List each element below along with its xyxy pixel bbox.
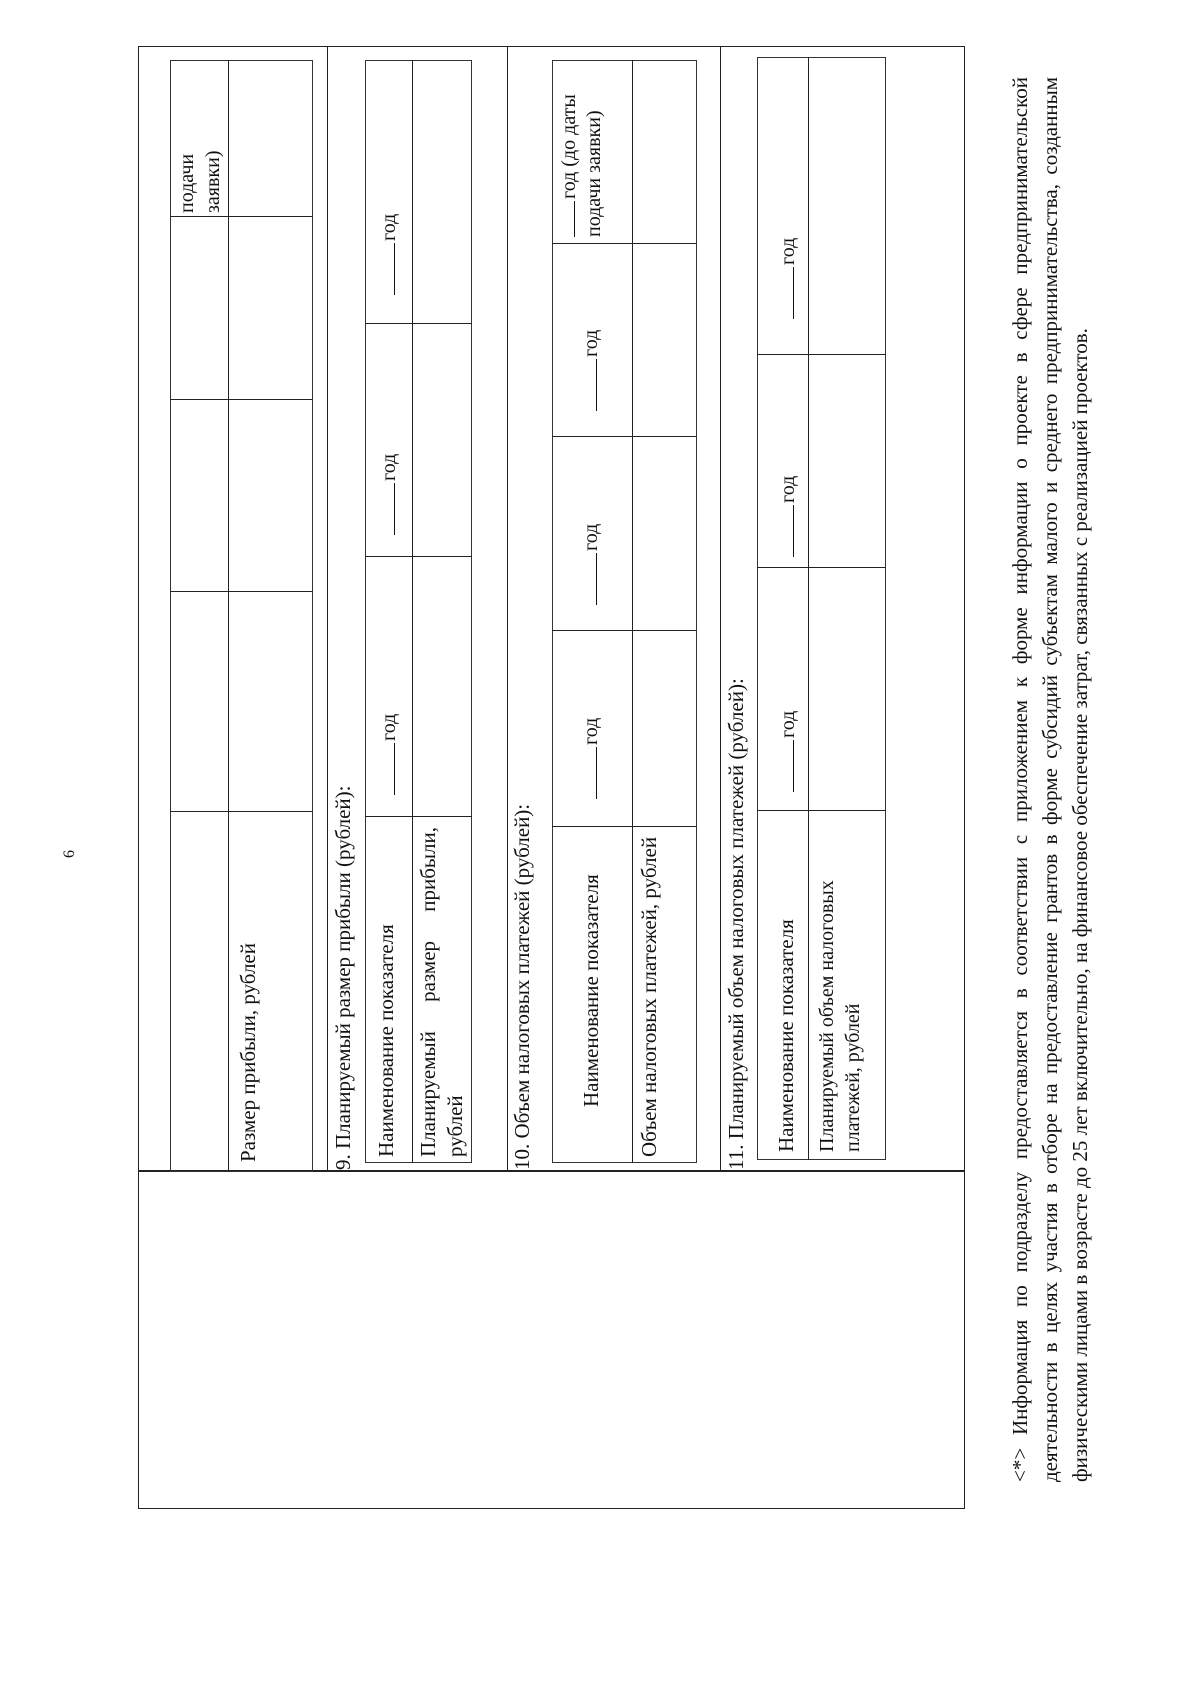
section-10-col-divider: [552, 630, 697, 631]
top-table-col-divider: [170, 399, 313, 400]
section-10-year-2: год: [578, 524, 604, 605]
section-9-col-divider: [365, 816, 472, 817]
section-11-year-3: год: [775, 238, 801, 319]
section-11-header-label: Наименование показателя: [774, 919, 798, 1152]
section-9-separator: [327, 46, 328, 1172]
section-10-header-label: Наименование показателя: [579, 874, 603, 1107]
top-table-last-col-header: подачи заявки): [176, 150, 224, 213]
section-10-row-divider: [632, 60, 633, 1163]
section-9-year-3: год: [376, 214, 402, 295]
section-11-year-1: год: [775, 711, 801, 792]
section-9-year-1: год: [376, 714, 402, 795]
top-table-row-divider: [228, 60, 229, 1172]
section-11-row-label: Планируемый объем налоговых платежей, рублей: [816, 880, 864, 1152]
section-11-col-divider: [757, 810, 886, 811]
section-11-col-divider: [757, 354, 886, 355]
section-11-col-divider: [757, 567, 886, 568]
section-9-row-label: Планируемый размер прибыли, рублей: [416, 827, 467, 1157]
section-10-year-3: год: [578, 330, 604, 411]
section-10-year-1: год: [578, 718, 604, 799]
footnote: <*> Информация по подразделу предоставляется в соответствии с приложением к форме информации о проекте в сфере предпринимательской деятельности в целях участия в отборе на предоставление грантов в форме субсидий субъектам малого и среднего предпринимательства, созданным физическими лицами в возрасте до 25 лет включительно, на финансовое обеспечение затрат, связанных с реализацией проектов.: [1008, 77, 1092, 1482]
section-11-year-2: год: [775, 476, 801, 557]
top-table-col-divider: [170, 811, 313, 812]
section-10-title: 10. Объем налоговых платежей (рублей):: [510, 803, 534, 1170]
section-9-year-2: год: [376, 454, 402, 535]
section-10-col-divider: [552, 826, 697, 827]
page-number: 6: [61, 850, 78, 858]
section-10-separator: [507, 46, 508, 1172]
top-table-row-label: Размер прибыли, рублей: [236, 943, 260, 1162]
section-9-col-divider: [365, 323, 472, 324]
section-11-row-divider: [808, 57, 809, 1160]
section-9-row-divider: [412, 60, 413, 1163]
top-table-col-divider: [170, 591, 313, 592]
section-9-header-label: Наименование показателя: [374, 924, 398, 1157]
section-10-row-label: Объем налоговых платежей, рублей: [637, 836, 661, 1157]
section-10-col-divider: [552, 243, 697, 244]
section-11-separator: [720, 46, 721, 1172]
section-10-year-4: год (до даты подачи заявки): [558, 94, 605, 237]
section-10-col-divider: [552, 436, 697, 437]
top-table-col-divider: [170, 216, 313, 217]
section-11-title: 11. Планируемый объем налоговых платежей (рублей):: [724, 678, 748, 1170]
section-9-title: 9. Планируемый размер прибыли (рублей):: [331, 785, 355, 1170]
section-9-col-divider: [365, 556, 472, 557]
